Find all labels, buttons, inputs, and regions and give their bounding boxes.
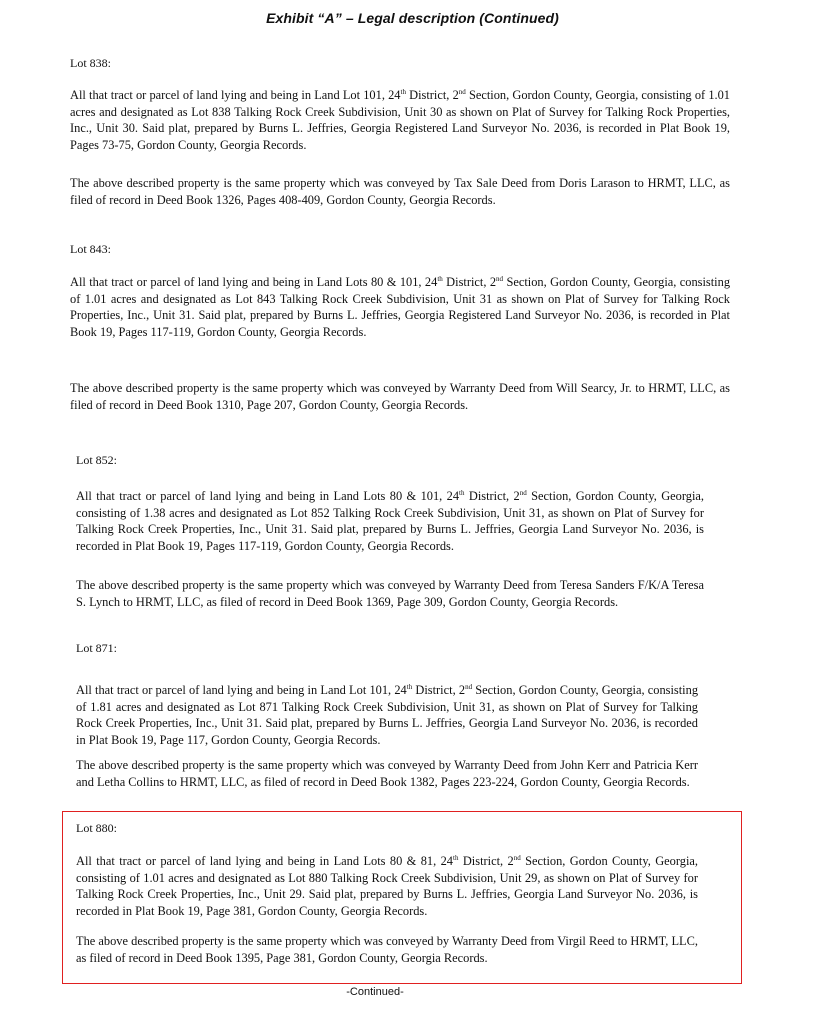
description-text: Section, Gordon County, Georgia, consisting of 1.38 acres and designated as Lot 852 Talking Rock Creek Subdivision, Unit 31, as shown on Plat of Survey for Talking Rock Creek Properties, Inc., Unit 31. Said plat, prepared by Burns L. Jeffries, Georgia Land Surveyor No. 2036, is recorded in Plat Book 19, Pages 117-119, Gordon County, Georgia Records. [76,489,704,553]
lot-conveyance: The above described property is the same property which was conveyed by Warranty Deed from John Kerr and Patricia Kerr and Letha Collins to HRMT, LLC, as filed of record in Deed Book 1382, Pages 223-224, Gordon County, Georgia Records. [76,758,698,789]
lot-description [70,87,730,153]
lot-conveyance: The above described property is the same property which was conveyed by Warranty Deed from Virgil Reed to HRMT, LLC, as filed of record in Deed Book 1395, Page 381, Gordon County, Georgia Records. [76,934,698,965]
lot-heading: Lot 880: [76,821,117,835]
lot-description [70,274,730,340]
lot-description [76,853,698,919]
ordinal-suffix: nd [496,275,504,283]
lot-conveyance: The above described property is the same property which was conveyed by Warranty Deed from Teresa Sanders F/K/A Teresa S. Lynch to HRMT, LLC, as filed of record in Deed Book 1369, Page 309, Gordon County, Georgia Records. [76,578,704,609]
continued-footer: -Continued- [346,986,404,998]
ordinal-suffix: th [437,275,443,283]
description-text: District, 2 [464,489,520,503]
ordinal-suffix: th [400,88,406,96]
ordinal-suffix: nd [465,683,473,691]
description-text: All that tract or parcel of land lying and being in Land Lots 80 & 101, 24 [76,489,460,503]
description-text: All that tract or parcel of land lying and being in Land Lots 80 & 101, 24 [70,275,438,289]
description-text: District, 2 [458,854,514,868]
description-text: Section, Gordon County, Georgia, consisting of 1.01 acres and designated as Lot 880 Talking Rock Creek Subdivision, Unit 29, as shown on Plat of Survey for Talking Rock Creek Properties, Inc., Unit 29. Said plat, prepared by Burns L. Jeffries, Georgia Land Surveyor No. 2036, is recorded in Plat Book 19, Page 381, Gordon County, Georgia Records. [76,854,698,918]
ordinal-suffix: nd [513,854,521,862]
lot-heading: Lot 843: [70,242,111,256]
description-text: All that tract or parcel of land lying and being in Land Lot 101, 24 [70,88,401,102]
description-text: District, 2 [412,683,466,697]
description-text: All that tract or parcel of land lying and being in Land Lots 80 & 81, 24 [76,854,453,868]
ordinal-suffix: nd [458,88,466,96]
description-text: Section, Gordon County, Georgia, consisting of 1.01 acres and designated as Lot 843 Talking Rock Creek Subdivision, Unit 31 as shown on Plat of Survey for Talking Rock Properties, Inc., Unit 31. Said plat, prepared by Burns L. Jeffries, Georgia Registered Land Surveyor No. 2036, is recorded in Plat Book 19, Pages 117-119, Gordon County, Georgia Records. [70,275,731,339]
lot-conveyance: The above described property is the same property which was conveyed by Tax Sale Deed from Doris Larason to HRMT, LLC, as filed of record in Deed Book 1326, Pages 408-409, Gordon County, Georgia Records. [70,176,730,207]
page-title: Exhibit “A” – Legal description (Continued) [266,10,559,26]
lot-description [76,488,704,554]
description-text: Section, Gordon County, Georgia, consisting of 1.81 acres and designated as Lot 871 Talking Rock Creek Subdivision, Unit 31, as shown on Plat of Survey for Talking Rock Creek Properties, Inc., Unit 31. Said plat, prepared by Burns L. Jeffries, Georgia Land Surveyor No. 2036, is recorded in Plat Book 19, Page 117, Gordon County, Georgia Records. [76,683,699,747]
ordinal-suffix: th [406,683,413,691]
ordinal-suffix: nd [519,489,527,497]
ordinal-suffix: th [453,854,459,862]
description-text: District, 2 [405,88,459,102]
lot-heading: Lot 871: [76,641,117,655]
description-text: District, 2 [442,275,497,289]
lot-heading: Lot 852: [76,453,117,467]
lot-conveyance: The above described property is the same property which was conveyed by Warranty Deed from Will Searcy, Jr. to HRMT, LLC, as filed of record in Deed Book 1310, Page 207, Gordon County, Georgia Records. [70,381,730,412]
lot-description [76,682,698,748]
description-text: Section, Gordon County, Georgia, consisting of 1.01 acres and designated as Lot 838 Talking Rock Creek Subdivision, Unit 30 as shown on Plat of Survey for Talking Rock Properties, Inc., Unit 30. Said plat, prepared by Burns L. Jeffries, Georgia Registered Land Surveyor No. 2036, is recorded in Plat Book 19, Pages 73-75, Gordon County, Georgia Records. [70,88,731,152]
ordinal-suffix: th [459,489,465,497]
description-text: All that tract or parcel of land lying and being in Land Lot 101, 24 [76,683,407,697]
lot-heading: Lot 838: [70,56,111,70]
